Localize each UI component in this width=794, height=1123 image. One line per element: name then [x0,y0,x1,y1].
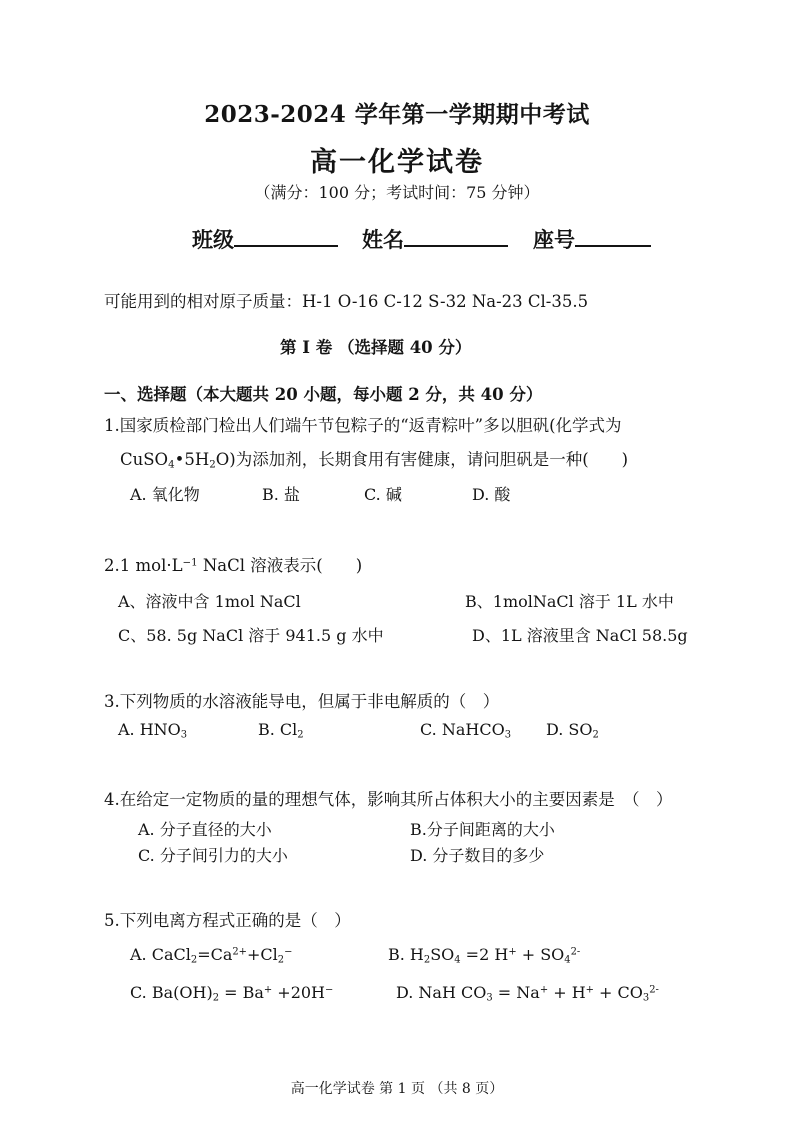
question-3-option-a: A. $HNO_3$ [118,720,188,741]
question-2-stem: 2.1 $mol\cdot L^{-1}$ NaCl 溶液表示( ) [104,556,363,575]
question-1-stem-line2: $CuSO_4•5H_2O$)为添加剂，长期食用有害健康，请问胆矾是一种( ) [120,450,629,471]
seat-label: 座号 [533,227,575,252]
question-1-option-d: D. 酸 [472,485,511,504]
question-5-option-d: D. NaH $CO_3 = Na^+ + H^+ + CO_3^{2-}$ [396,983,659,1004]
class-field [192,224,338,254]
name-label: 姓名 [362,227,404,252]
question-4-stem: 4.在给定一定物质的量的理想气体，影响其所占体积大小的主要因素是 （ ） [104,790,673,809]
question-2-option-d: D、1L 溶液里含 NaCl 58.5g [472,626,688,645]
question-4-option-b: B.分子间距离的大小 [410,820,555,839]
section-title: 一、选择题（本大题共 20 小题，每小题 2 分，共 40 分） [104,385,543,404]
seat-blank [575,225,651,247]
class-blank [234,225,338,247]
exam-title: 2023-2024 学年第一学期期中考试 [204,101,590,128]
question-4-option-d: D. 分子数目的多少 [410,846,545,865]
class-label: 班级 [192,227,234,252]
question-1-option-a: A. 氧化物 [130,485,200,504]
atomic-masses: 可能用到的相对原子质量：H-1 O-16 C-12 S-32 Na-23 Cl-35.5 [104,292,589,311]
question-3-option-c: C. NaHCO$_3$ [420,720,512,741]
question-2-option-b: B、1molNaCl 溶于 1L 水中 [465,592,674,611]
volume-title: 第 I 卷 （选择题 40 分） [280,338,472,357]
question-3-stem: 3.下列物质的水溶液能导电，但属于非电解质的（ ） [104,692,500,711]
question-5-stem: 5.下列电离方程式正确的是（ ） [104,911,351,930]
question-3-option-b: B. $Cl_2$ [258,720,304,741]
question-4-option-a: A. 分子直径的大小 [138,820,272,839]
question-2-option-a: A、溶液中含 1mol NaCl [118,592,301,611]
question-2-option-c: C、58. 5g NaCl 溶于 941.5 g 水中 [118,626,384,645]
question-5-option-a: A. $CaCl_2=Ca^{2+}+Cl_2^-$ [130,945,293,966]
question-1-option-c: C. 碱 [364,485,402,504]
name-blank [404,225,508,247]
name-field [362,224,508,254]
paper-title: 高一化学试卷 [310,147,484,178]
question-1-stem-line1: 1.国家质检部门检出人们端午节包粽子的“返青粽叶”多以胆矾(化学式为 [104,416,622,435]
page-footer: 高一化学试卷 第 1 页 （共 8 页） [290,1081,504,1097]
question-3-option-d: D. $SO_2$ [546,720,599,741]
question-5-option-c: C. $Ba(OH)_2 = Ba^+ +20H^-$ [130,983,334,1004]
question-4-option-c: C. 分子间引力的大小 [138,846,288,865]
question-1-option-b: B. 盐 [262,485,300,504]
seat-field [533,224,651,254]
question-5-option-b: B. $H_2SO_4 =2$ $H^+ + SO_4^{2-}$ [388,945,581,966]
exam-info: （满分：100 分；考试时间：75 分钟） [254,183,540,202]
